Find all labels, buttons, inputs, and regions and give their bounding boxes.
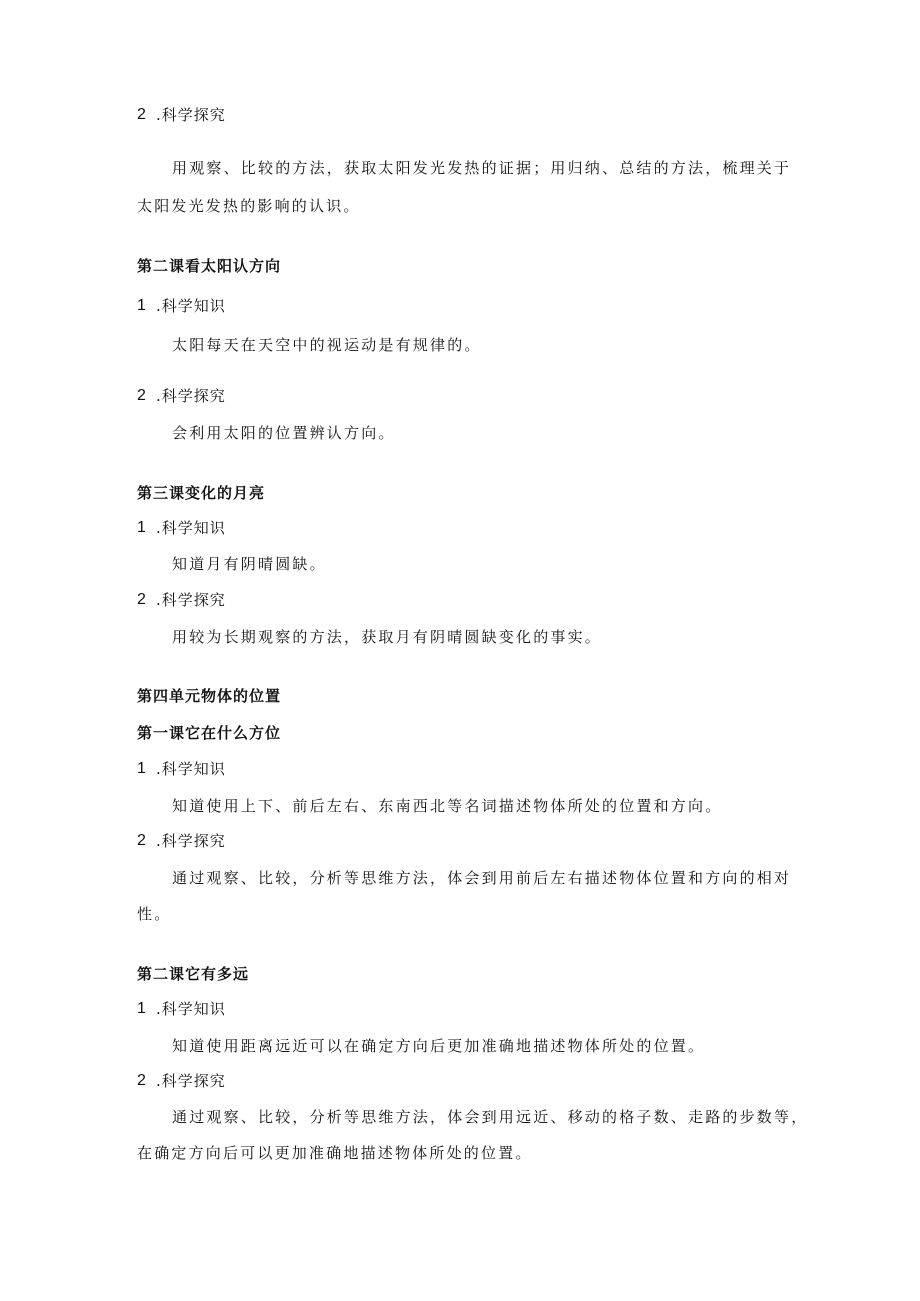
paragraph-line: 用较为长期观察的方法，获取月有阴晴圆缺变化的事实。 <box>172 628 603 646</box>
paragraph-line: 知道月有阴晴圆缺。 <box>172 555 327 573</box>
item-label: .科学探究 <box>156 106 226 124</box>
paragraph-line: 知道使用距离远近可以在确定方向后更加准确地描述物体所处的位置。 <box>172 1037 706 1055</box>
paragraph-line: 知道使用上下、前后左右、东南西北等名词描述物体所处的位置和方向。 <box>172 797 723 815</box>
item-label: .科学知识 <box>156 1000 226 1018</box>
item-label: .科学探究 <box>156 1072 226 1090</box>
paragraph-line: 太阳每天在天空中的视运动是有规律的。 <box>172 336 482 354</box>
item-label: .科学知识 <box>156 519 226 537</box>
item-number: 2 <box>137 832 146 849</box>
lesson-heading: 第一课它在什么方位 <box>137 724 282 742</box>
unit-heading: 第四单元物体的位置 <box>137 687 282 705</box>
paragraph-line: 通过观察、比较，分析等思维方法，体会到用前后左右描述物体位置和方向的相对 <box>172 869 792 887</box>
item-number: 1 <box>137 519 146 536</box>
lesson-heading: 第三课变化的月亮 <box>137 484 266 502</box>
item-number: 2 <box>137 1072 146 1089</box>
lesson-heading: 第二课它有多远 <box>137 965 250 983</box>
item-label: .科学探究 <box>156 387 226 405</box>
paragraph-line: 性。 <box>137 905 172 923</box>
item-number: 2 <box>137 106 146 123</box>
item-number: 1 <box>137 1000 146 1017</box>
item-label: .科学探究 <box>156 591 226 609</box>
item-label: .科学知识 <box>156 297 226 315</box>
lesson-heading: 第二课看太阳认方向 <box>137 257 282 275</box>
paragraph-line: 用观察、比较的方法，获取太阳发光发热的证据；用归纳、总结的方法，梳理关于 <box>172 159 792 177</box>
paragraph-line: 在确定方向后可以更加准确地描述物体所处的位置。 <box>137 1144 533 1162</box>
item-label: .科学知识 <box>156 760 226 778</box>
item-label: .科学探究 <box>156 832 226 850</box>
item-number: 1 <box>137 297 146 314</box>
paragraph-line: 会利用太阳的位置辨认方向。 <box>172 424 396 442</box>
paragraph-line: 通过观察、比较，分析等思维方法，体会到用远近、移动的格子数、走路的步数等， <box>172 1108 809 1126</box>
item-number: 1 <box>137 760 146 777</box>
paragraph-line: 太阳发光发热的影响的认识。 <box>137 197 361 215</box>
item-number: 2 <box>137 387 146 404</box>
item-number: 2 <box>137 591 146 608</box>
